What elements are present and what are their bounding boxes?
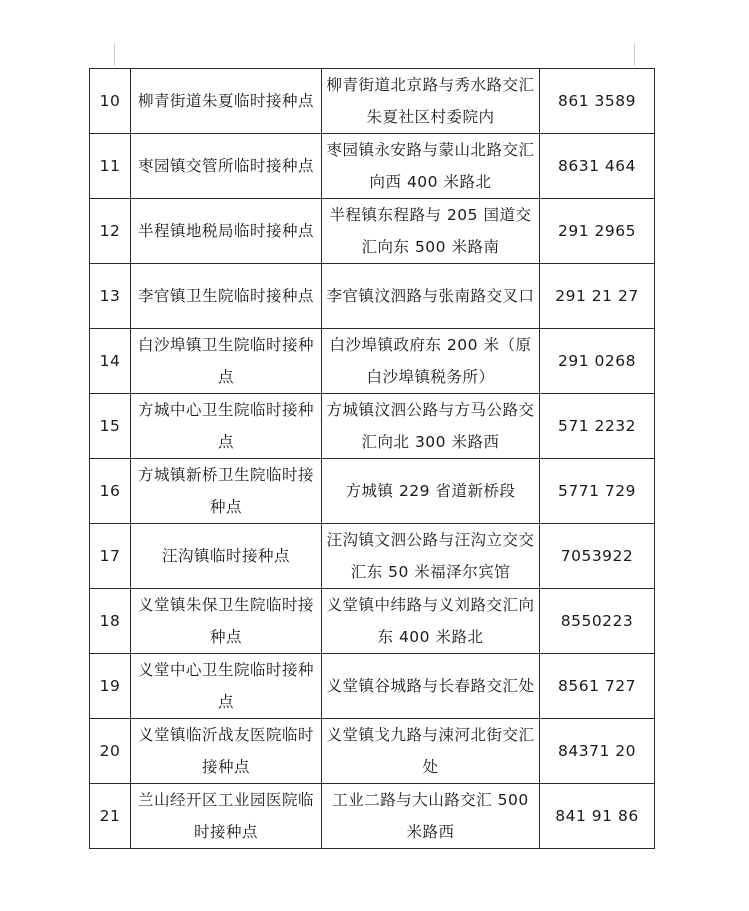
site-phone: 8561 727 xyxy=(540,654,655,719)
site-phone: 84371 20 xyxy=(540,719,655,784)
row-number: 11 xyxy=(90,134,131,199)
table-row xyxy=(90,199,655,264)
site-name: 汪沟镇临时接种点 xyxy=(131,524,322,589)
table-row xyxy=(90,69,655,134)
site-name: 义堂中心卫生院临时接种点 xyxy=(131,654,322,719)
site-address: 义堂镇中纬路与义刘路交汇向东 400 米路北 xyxy=(322,589,540,654)
right-margin-mark xyxy=(634,44,635,66)
site-phone: 7053922 xyxy=(540,524,655,589)
site-address: 枣园镇永安路与蒙山北路交汇向西 400 米路北 xyxy=(322,134,540,199)
site-name: 方城镇新桥卫生院临时接种点 xyxy=(131,459,322,524)
site-phone: 8631 464 xyxy=(540,134,655,199)
table-row xyxy=(90,784,655,849)
row-number: 21 xyxy=(90,784,131,849)
site-address: 工业二路与大山路交汇 500 米路西 xyxy=(322,784,540,849)
site-name: 义堂镇朱保卫生院临时接种点 xyxy=(131,589,322,654)
left-margin-mark xyxy=(114,44,115,66)
row-number: 17 xyxy=(90,524,131,589)
site-phone: 291 21 27 xyxy=(540,264,655,329)
site-name: 李官镇卫生院临时接种点 xyxy=(131,264,322,329)
site-phone: 841 91 86 xyxy=(540,784,655,849)
table-row xyxy=(90,329,655,394)
site-name: 半程镇地税局临时接种点 xyxy=(131,199,322,264)
site-name: 柳青街道朱夏临时接种点 xyxy=(131,69,322,134)
row-number: 19 xyxy=(90,654,131,719)
site-name: 方城中心卫生院临时接种点 xyxy=(131,394,322,459)
site-address: 白沙埠镇政府东 200 米（原白沙埠镇税务所） xyxy=(322,329,540,394)
table-row xyxy=(90,589,655,654)
site-name: 义堂镇临沂战友医院临时接种点 xyxy=(131,719,322,784)
row-number: 14 xyxy=(90,329,131,394)
site-name: 枣园镇交管所临时接种点 xyxy=(131,134,322,199)
row-number: 15 xyxy=(90,394,131,459)
row-number: 18 xyxy=(90,589,131,654)
row-number: 12 xyxy=(90,199,131,264)
site-phone: 861 3589 xyxy=(540,69,655,134)
site-name: 兰山经开区工业园医院临时接种点 xyxy=(131,784,322,849)
table-row xyxy=(90,459,655,524)
table-row xyxy=(90,654,655,719)
site-name: 白沙埠镇卫生院临时接种点 xyxy=(131,329,322,394)
site-address: 半程镇东程路与 205 国道交汇向东 500 米路南 xyxy=(322,199,540,264)
row-number: 16 xyxy=(90,459,131,524)
row-number: 10 xyxy=(90,69,131,134)
table-row xyxy=(90,394,655,459)
row-number: 20 xyxy=(90,719,131,784)
site-address: 汪沟镇文泗公路与汪沟立交交汇东 50 米福泽尔宾馆 xyxy=(322,524,540,589)
site-address: 李官镇汶泗路与张南路交叉口 xyxy=(322,264,540,329)
site-phone: 571 2232 xyxy=(540,394,655,459)
row-number: 13 xyxy=(90,264,131,329)
site-address: 柳青街道北京路与秀水路交汇朱夏社区村委院内 xyxy=(322,69,540,134)
site-address: 方城镇 229 省道新桥段 xyxy=(322,459,540,524)
site-phone: 8550223 xyxy=(540,589,655,654)
site-phone: 291 2965 xyxy=(540,199,655,264)
vaccination-sites-table xyxy=(89,68,655,849)
site-address: 方城镇汶泗公路与方马公路交汇向北 300 米路西 xyxy=(322,394,540,459)
site-address: 义堂镇戈九路与涑河北街交汇处 xyxy=(322,719,540,784)
table-row xyxy=(90,134,655,199)
site-phone: 291 0268 xyxy=(540,329,655,394)
site-address: 义堂镇谷城路与长春路交汇处 xyxy=(322,654,540,719)
table-row xyxy=(90,719,655,784)
table-row xyxy=(90,264,655,329)
site-phone: 5771 729 xyxy=(540,459,655,524)
table-body xyxy=(90,69,655,849)
table-row xyxy=(90,524,655,589)
